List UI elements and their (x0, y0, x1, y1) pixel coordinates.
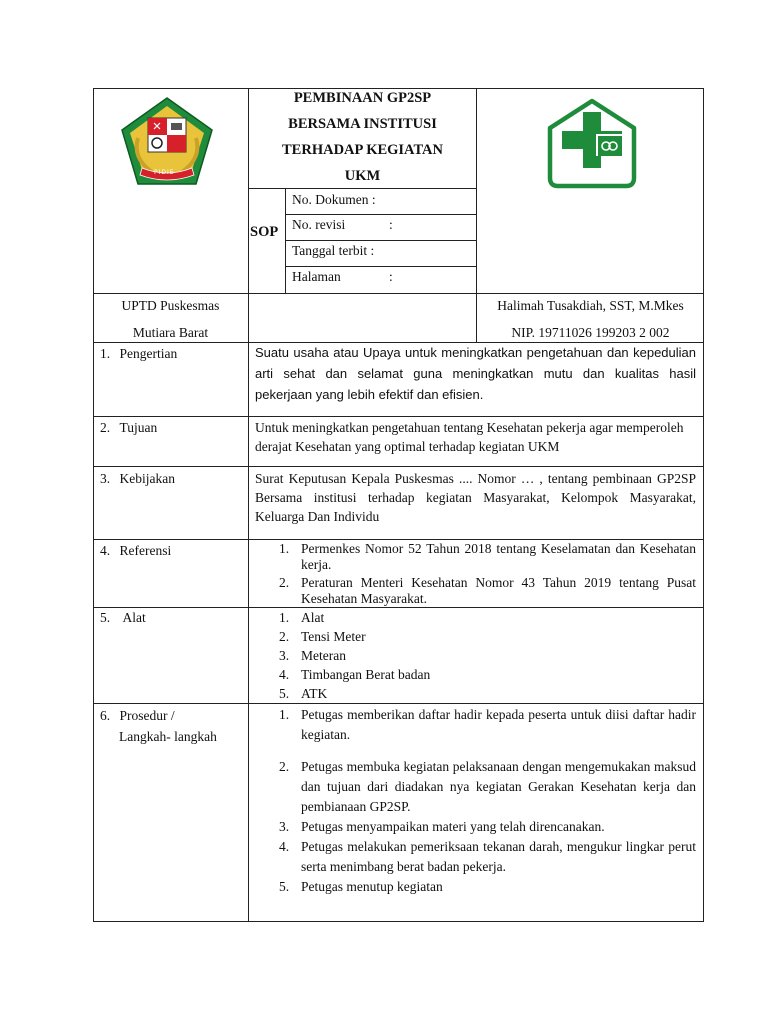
list-item: 1. Permenkes Nomor 52 Tahun 2018 tentang Keselamatan dan Kesehatan kerja. (279, 541, 696, 572)
section-number: 2. (100, 420, 111, 435)
section-number: 1. (100, 346, 111, 361)
organization-name (93, 292, 248, 346)
regency-logo (120, 96, 215, 188)
list-item: 2. Peraturan Menteri Kesehatan Nomor 43 Tahun 2019 tentang Pusat Kesehatan Masyarakat. (279, 575, 696, 606)
field-label: No. Dokumen (292, 192, 369, 207)
prosedur-list (255, 705, 696, 897)
list-item: 5. ATK (279, 686, 328, 701)
list-item: 1. Alat (279, 610, 325, 625)
field-label: Tanggal terbit (292, 243, 368, 258)
tujuan-text: Untuk meningkatkan pengetahuan tentang Kesehatan pekerja agar memperoleh derajat Kesehatan yang optimal terhadap kegiatan UKM (255, 420, 684, 454)
field-sep: : (389, 269, 393, 284)
document-title (249, 85, 476, 189)
signer-name: Halimah Tusakdiah, SST, M.Mkes (497, 298, 684, 313)
pengertian-text: Suatu usaha atau Upaya untuk meningkatkan pengetahuan dan kepedulian arti sehat dan selamat guna meningkatkan mutu dan kualitas hasil pekerjaan yang lebih efektif dan efisien. (255, 345, 696, 402)
list-item: 5. Petugas menutup kegiatan (279, 879, 443, 894)
section-label: Prosedur / (119, 708, 175, 723)
list-item: 1. Petugas memberikan daftar hadir kepada peserta untuk diisi daftar hadir kegiatan. (279, 707, 696, 742)
list-item: 2. Petugas membuka kegiatan pelaksanaan dengan mengemukakan maksud dan tujuan dari diadakan nya kegiatan Gerakan Kesehatan kerja dan pembianaan GP2SP. (279, 759, 696, 814)
section-label-tujuan (100, 418, 157, 437)
alat-list (255, 608, 696, 703)
section-label-pengertian (100, 344, 177, 363)
org-line-1: UPTD Puskesmas (121, 298, 220, 313)
title-line-2: BERSAMA INSTITUSI (288, 116, 437, 132)
referensi-list (255, 541, 696, 607)
section-label: Pengertian (119, 346, 178, 361)
list-item: 3. Meteran (279, 648, 346, 663)
section-number: 6. (100, 708, 111, 723)
list-item: 4. Timbangan Berat badan (279, 667, 431, 682)
section-number: 5. (100, 610, 111, 625)
section-label-referensi (100, 541, 171, 560)
section-label-alat (100, 608, 146, 627)
section-label: Alat (122, 610, 146, 625)
field-label: No. revisi (292, 217, 346, 232)
kebijakan-text: Surat Keputusan Kepala Puskesmas .... Nomor … , tentang pembinaan GP2SP Bersama institusi terhadap kegiatan Masyarakat, Kelompok Masyarakat, Keluarga Dan Individu (255, 471, 696, 524)
section-number: 3. (100, 471, 111, 486)
section-label-prosedur (100, 705, 217, 747)
field-no-revisi (292, 215, 476, 234)
section-label: Tujuan (119, 420, 158, 435)
list-item: 2. Tensi Meter (279, 629, 366, 644)
logo-ribbon-text: PIDIE (154, 169, 175, 176)
field-label: Halaman (292, 269, 341, 284)
list-item: 3. Petugas menyampaikan materi yang telah direncanakan. (279, 819, 605, 834)
puskesmas-logo (546, 98, 638, 190)
signer-block (477, 292, 704, 346)
field-sep: : (371, 192, 376, 207)
title-line-1: PEMBINAAN GP2SP (293, 90, 432, 106)
title-line-3: TERHADAP KEGIATAN (282, 142, 443, 158)
section-number: 4. (100, 543, 111, 558)
sop-label: SOP (250, 224, 279, 240)
list-item: 4. Petugas melakukan pemeriksaan tekanan darah, mengukur lingkar perut serta menimbang berat badan pekerja. (279, 839, 696, 874)
title-line-4: UKM (344, 168, 381, 184)
signer-nip: NIP. 19711026 199203 2 002 (511, 325, 670, 340)
section-label: Referensi (119, 543, 172, 558)
field-tanggal-terbit (292, 241, 374, 260)
section-label-line-2: Langkah- langkah (119, 729, 217, 744)
org-line-2: Mutiara Barat (132, 325, 209, 340)
field-halaman (292, 267, 476, 286)
field-sep: : (370, 243, 375, 258)
field-no-dokumen (292, 190, 376, 209)
field-sep: : (389, 217, 393, 232)
section-label-kebijakan (100, 469, 175, 488)
section-label: Kebijakan (119, 471, 175, 486)
